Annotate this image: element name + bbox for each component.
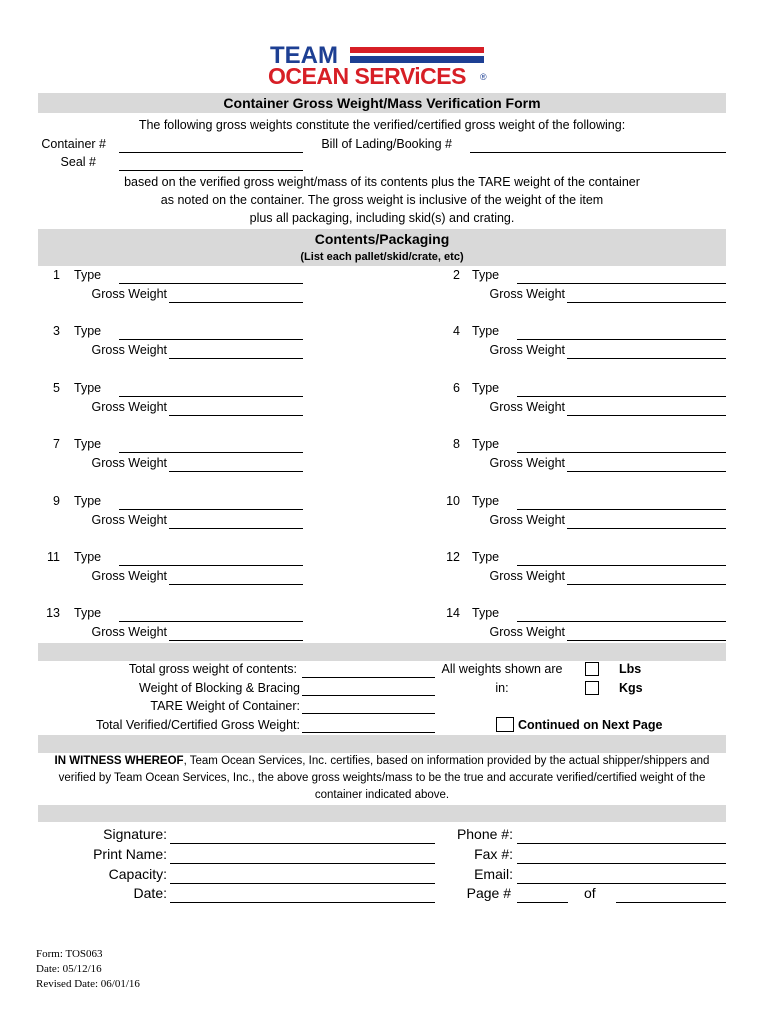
item-gross-weight-input[interactable] — [567, 471, 726, 472]
total-verified-input[interactable] — [302, 732, 435, 733]
item-number: 5 — [53, 381, 60, 395]
item-type-label: Type — [74, 381, 102, 395]
item-gross-weight-label: Gross Weight — [91, 625, 167, 639]
item-number: 1 — [53, 268, 60, 282]
item-gross-weight-input[interactable] — [169, 584, 303, 585]
intro-text: The following gross weights constitute the verified/certified gross weight of the following: — [138, 118, 626, 132]
item-type-input[interactable] — [119, 621, 303, 622]
logo-registered-mark: ® — [480, 72, 487, 82]
page-of-label: of — [584, 885, 596, 901]
item-gross-weight-label: Gross Weight — [91, 400, 167, 414]
units-label-line-2: in: — [495, 681, 509, 695]
item-gross-weight-label: Gross Weight — [489, 400, 565, 414]
lbs-label: Lbs — [619, 662, 642, 676]
item-gross-weight-label: Gross Weight — [91, 287, 167, 301]
item-number: 2 — [453, 268, 460, 282]
item-number: 3 — [53, 324, 60, 338]
separator-band-2 — [38, 735, 726, 753]
item-type-input[interactable] — [517, 452, 726, 453]
phone-input[interactable] — [517, 843, 726, 844]
container-label: Container # — [41, 137, 106, 151]
basis-line-1: based on the verified gross weight/mass of its contents plus the TARE weight of the container — [124, 175, 640, 189]
footer-date: Date: 05/12/16 — [36, 963, 102, 975]
item-type-label: Type — [472, 268, 500, 282]
item-gross-weight-input[interactable] — [169, 471, 303, 472]
item-type-label: Type — [472, 550, 500, 564]
item-gross-weight-input[interactable] — [169, 302, 303, 303]
footer-revised-date: Revised Date: 06/01/16 — [36, 978, 140, 990]
item-type-label: Type — [472, 494, 500, 508]
item-type-label: Type — [74, 550, 102, 564]
item-number: 13 — [46, 606, 60, 620]
basis-line-2: as noted on the container. The gross weight is inclusive of the weight of the item — [160, 193, 604, 207]
item-type-label: Type — [472, 606, 500, 620]
container-input[interactable] — [119, 152, 303, 153]
item-gross-weight-input[interactable] — [567, 584, 726, 585]
item-type-input[interactable] — [517, 621, 726, 622]
item-gross-weight-label: Gross Weight — [489, 343, 565, 357]
bol-label: Bill of Lading/Booking # — [321, 137, 452, 151]
item-type-label: Type — [472, 324, 500, 338]
item-gross-weight-input[interactable] — [567, 358, 726, 359]
basis-line-3: plus all packaging, including skid(s) and crating. — [249, 211, 515, 225]
witness-heading: IN WITNESS WHEREOF — [54, 755, 184, 767]
item-gross-weight-label: Gross Weight — [91, 569, 167, 583]
phone-label: Phone #: — [456, 826, 513, 842]
item-number: 4 — [453, 324, 460, 338]
bol-input[interactable] — [470, 152, 726, 153]
item-number: 11 — [47, 550, 60, 564]
item-gross-weight-label: Gross Weight — [489, 287, 565, 301]
tare-input[interactable] — [302, 713, 435, 714]
item-number: 7 — [53, 437, 60, 451]
item-type-label: Type — [74, 494, 102, 508]
item-number: 12 — [446, 550, 460, 564]
witness-line-2: verified by Team Ocean Services, Inc., the above gross weights/mass to be the true and accurate verified/certified weight of the — [58, 772, 706, 784]
signature-input[interactable] — [170, 843, 435, 844]
capacity-label: Capacity: — [108, 866, 167, 882]
item-gross-weight-label: Gross Weight — [489, 513, 565, 527]
item-type-input[interactable] — [517, 396, 726, 397]
continued-label: Continued on Next Page — [518, 718, 663, 732]
print-name-input[interactable] — [170, 863, 435, 864]
separator-band-3 — [38, 805, 726, 822]
print-name-label: Print Name: — [93, 846, 167, 862]
seal-input[interactable] — [119, 170, 303, 171]
item-type-label: Type — [472, 437, 500, 451]
blocking-input[interactable] — [302, 695, 435, 696]
item-type-input[interactable] — [119, 283, 303, 284]
item-type-label: Type — [472, 381, 500, 395]
item-gross-weight-label: Gross Weight — [91, 513, 167, 527]
signature-label: Signature: — [103, 826, 167, 842]
form-title: Container Gross Weight/Mass Verification Form — [223, 95, 541, 111]
item-type-label: Type — [74, 324, 102, 338]
item-number: 10 — [446, 494, 460, 508]
item-type-input[interactable] — [517, 283, 726, 284]
item-gross-weight-label: Gross Weight — [91, 343, 167, 357]
tare-label: TARE Weight of Container: — [150, 699, 300, 713]
logo-team-text: TEAM — [270, 42, 338, 69]
continued-checkbox[interactable] — [496, 717, 514, 732]
item-gross-weight-input[interactable] — [169, 415, 303, 416]
page-number-input[interactable] — [517, 902, 568, 903]
date-input[interactable] — [170, 902, 435, 903]
logo-ocean-services-text: OCEAN SERViCES — [268, 63, 466, 89]
capacity-input[interactable] — [170, 883, 435, 884]
item-gross-weight-label: Gross Weight — [91, 456, 167, 470]
item-gross-weight-label: Gross Weight — [489, 456, 565, 470]
item-type-input[interactable] — [119, 452, 303, 453]
page-total-input[interactable] — [616, 902, 726, 903]
item-type-label: Type — [74, 606, 102, 620]
item-type-label: Type — [74, 268, 102, 282]
item-number: 14 — [446, 606, 460, 620]
item-type-input[interactable] — [119, 396, 303, 397]
item-gross-weight-input[interactable] — [567, 528, 726, 529]
item-type-label: Type — [74, 437, 102, 451]
email-label: Email: — [474, 866, 513, 882]
item-gross-weight-input[interactable] — [567, 302, 726, 303]
witness-line-1 — [38, 755, 726, 767]
company-logo — [268, 44, 490, 92]
footer-form-number: Form: TOS063 — [36, 948, 103, 960]
units-label-line-1: All weights shown are — [441, 662, 563, 676]
item-type-input[interactable] — [517, 565, 726, 566]
logo-stripe-red — [350, 47, 484, 53]
lbs-checkbox[interactable] — [585, 662, 599, 676]
item-number: 8 — [453, 437, 460, 451]
item-type-input[interactable] — [119, 565, 303, 566]
seal-label: Seal # — [60, 155, 96, 169]
item-type-input[interactable] — [119, 339, 303, 340]
total-contents-input[interactable] — [302, 677, 435, 678]
item-number: 9 — [53, 494, 60, 508]
item-gross-weight-input[interactable] — [567, 415, 726, 416]
date-label: Date: — [133, 885, 167, 901]
item-gross-weight-input[interactable] — [169, 528, 303, 529]
item-gross-weight-input[interactable] — [169, 358, 303, 359]
item-number: 6 — [453, 381, 460, 395]
blocking-label: Weight of Blocking & Bracing — [139, 681, 300, 695]
kgs-checkbox[interactable] — [585, 681, 599, 695]
item-type-input[interactable] — [119, 509, 303, 510]
page-label: Page # — [466, 885, 511, 901]
total-contents-label: Total gross weight of contents: — [128, 662, 297, 676]
kgs-label: Kgs — [619, 681, 643, 695]
witness-line-3: container indicated above. — [314, 789, 450, 801]
item-type-input[interactable] — [517, 509, 726, 510]
contents-subtitle: (List each pallet/skid/crate, etc) — [300, 251, 464, 263]
fax-input[interactable] — [517, 863, 726, 864]
fax-label: Fax #: — [474, 846, 513, 862]
separator-band-1 — [38, 643, 726, 661]
email-input[interactable] — [517, 883, 726, 884]
witness-line-1-text: , Team Ocean Services, Inc. certifies, based on information provided by the actual shipper/shippers and — [183, 755, 710, 767]
logo-stripe-blue — [350, 56, 484, 63]
item-gross-weight-label: Gross Weight — [489, 625, 565, 639]
item-type-input[interactable] — [517, 339, 726, 340]
contents-title: Contents/Packaging — [314, 231, 450, 247]
item-gross-weight-input[interactable] — [169, 640, 303, 641]
item-gross-weight-input[interactable] — [567, 640, 726, 641]
total-verified-label: Total Verified/Certified Gross Weight: — [95, 718, 300, 732]
item-gross-weight-label: Gross Weight — [489, 569, 565, 583]
